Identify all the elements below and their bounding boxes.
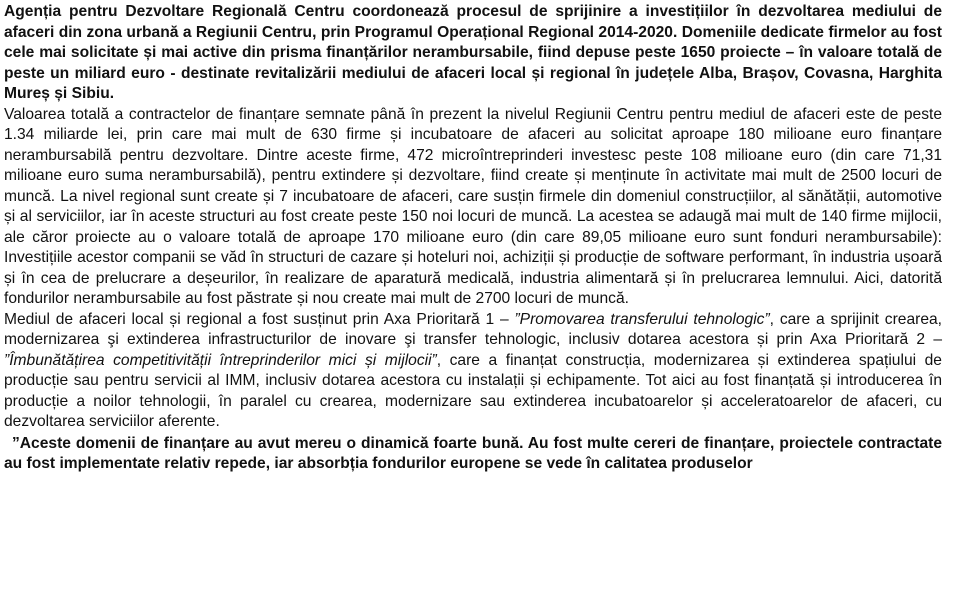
quote-paragraph: ”Aceste domenii de finanțare au avut mereu o dinamică foarte bună. Au fost multe cereri de finanțare, proiectele contractate au fost implementate relativ repede, iar absorbția fondurilor europene se vede în calitatea produselor xyxy=(4,434,942,472)
priority-axis-2-title: ”Îmbunătățirea competitivității întreprinderilor mici și mijlocii” xyxy=(4,351,437,369)
funding-contracts-paragraph: Valoarea totală a contractelor de finanțare semnate până în prezent la nivelul Regiunii Centru pentru mediul de afaceri este de peste 1.34 miliarde lei, prin care mai mult de 630 firme și incubatoare de afaceri au solicitat aproape 180 milioane euro finanțare nerambursabilă pentru dezvoltare. Dintre aceste firme, 472 microîntreprinderi investesc peste 108 milioane euro (din care 71,31 milioane euro suma nerambursabilă), pentru extindere și dezvoltare, fiind create și menținute în activitate mai mult de 2500 locuri de muncă. La nivel regional sunt create și 7 incubatoare de afaceri, care susțin firmele din domeniul construcțiilor, al sănătății, automotive și al serviciilor, iar în aceste structuri au fost create peste 150 noi locuri de muncă. La acestea se adaugă mai mult de 140 firme mijlocii, ale căror proiecte au o valoare totală de aproape 170 milioane euro (din care 89,05 milioane euro sunt fonduri nerambursabile): Investițiile acestor companii se văd în structuri de cazare și hoteluri noi, achiziții și producție de software performant, în industria ușoară și în cea de prelucrare a deșeurilor, în realizare de aparatură medicală, industria alimentară și în prelucrarea lemnului. Aici, datorită fondurilor nerambursabile au fost păstrate și nou create mai mult de 2700 locuri de muncă. xyxy=(4,105,942,307)
priority-axes-text-3: , care a finanțat construcția, modernizarea și extinderea spațiului de producție sau pentru servicii al IMM, inclusiv dotarea acestora cu instalații și echipamente. Tot aici au fost finanțată și introducerea în producție a noilor tehnologii, în paralel cu crearea, modernizare sau extinderea incubatoarelor și acceleratoarelor de afaceri, cu dezvoltarea serviciilor aferente. xyxy=(4,351,942,430)
priority-axis-1-title: ”Promovarea transferului tehnologic” xyxy=(514,310,770,328)
priority-axes-text-1: Mediul de afaceri local și regional a fost susținut prin Axa Prioritară 1 – xyxy=(4,310,515,328)
lead-paragraph: Agenția pentru Dezvoltare Regională Centru coordonează procesul de sprijinire a investițiilor în dezvoltarea mediului de afaceri din zona urbană a Regiunii Centru, prin Programul Operațional Regional 2014-2020. Domeniile dedicate firmelor au fost cele mai solicitate și mai active din prisma finanțărilor nerambursabile, fiind depuse peste 1650 proiecte – în valoare totală de peste un miliard euro - destinate revitalizării mediului de afaceri local și regional în județele Alba, Brașov, Covasna, Harghita Mureș și Sibiu. xyxy=(4,3,942,102)
document-page xyxy=(4,2,942,475)
priority-axes-paragraph xyxy=(4,310,942,433)
priority-axes-text-2: , care a sprijinit crearea, modernizarea şi extinderea infrastructurilor de inovare şi transfer tehnologic, inclusiv dotarea acestora și prin Axa Prioritară 2 – xyxy=(4,310,943,348)
